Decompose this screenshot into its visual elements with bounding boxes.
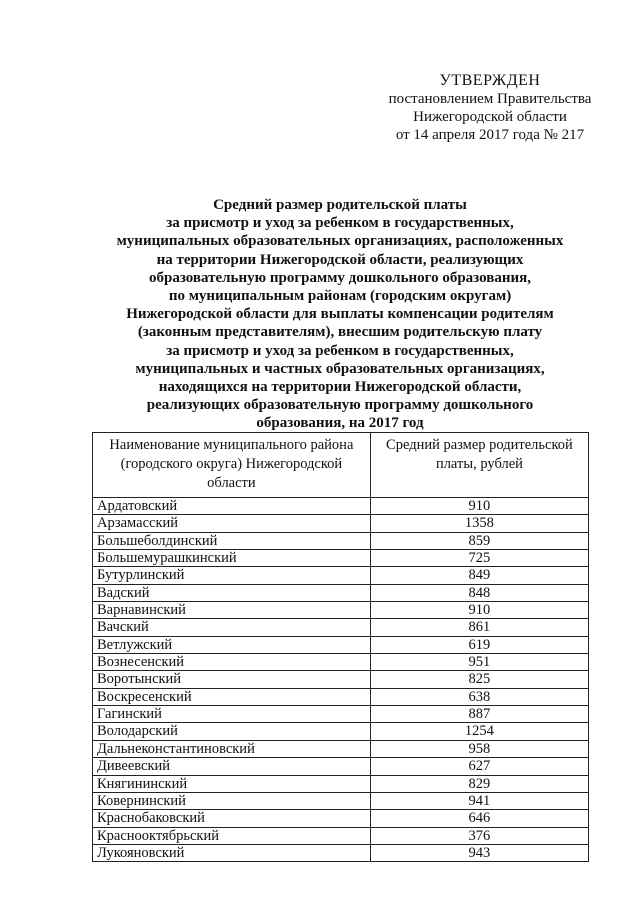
table-row [93, 515, 589, 532]
fee-value-cell: 848 [370, 584, 588, 601]
district-name-cell: Варнавинский [93, 602, 371, 619]
table-row [93, 827, 589, 844]
column-header-fee: Средний размер родительской платы, рублей [370, 433, 588, 498]
table-row [93, 740, 589, 757]
table-row [93, 654, 589, 671]
table-row [93, 602, 589, 619]
table-row [93, 775, 589, 792]
district-name-cell: Краснобаковский [93, 810, 371, 827]
approval-line-2: Нижегородской области [413, 109, 567, 125]
title-line: муниципальных образовательных организациях, расположенных [116, 233, 564, 250]
fee-value-cell: 849 [370, 567, 588, 584]
district-name-cell: Краснооктябрьский [93, 827, 371, 844]
district-name-cell: Бутурлинский [93, 567, 371, 584]
table-header-row [93, 433, 589, 498]
fee-value-cell: 910 [370, 602, 588, 619]
district-name-cell: Лукояновский [93, 844, 371, 861]
title-line: за присмотр и уход за ребенком в государственных, [166, 215, 514, 232]
district-name-cell: Ветлужский [93, 636, 371, 653]
fee-value-cell: 861 [370, 619, 588, 636]
fee-value-cell: 627 [370, 758, 588, 775]
table-row [93, 636, 589, 653]
district-name-cell: Арзамасский [93, 515, 371, 532]
approval-heading: УТВЕРЖДЕН [439, 72, 541, 89]
fee-value-cell: 887 [370, 706, 588, 723]
table-row [93, 498, 589, 515]
fee-value-cell: 376 [370, 827, 588, 844]
table-row [93, 723, 589, 740]
district-name-cell: Дивеевский [93, 758, 371, 775]
fee-table [92, 432, 589, 862]
fee-value-cell: 725 [370, 550, 588, 567]
approval-stamp [360, 72, 620, 144]
fee-value-cell: 1358 [370, 515, 588, 532]
district-name-cell: Вознесенский [93, 654, 371, 671]
table-row [93, 671, 589, 688]
district-name-cell: Воскресенский [93, 688, 371, 705]
table-row [93, 706, 589, 723]
title-line: Средний размер родительской платы [213, 197, 467, 213]
district-name-cell: Дальнеконстантиновский [93, 740, 371, 757]
district-name-cell: Ковернинский [93, 792, 371, 809]
district-name-cell: Ардатовский [93, 498, 371, 515]
district-name-cell: Володарский [93, 723, 371, 740]
title-line: образовательную программу дошкольного образования, [148, 269, 531, 286]
approval-line-3: от 14 апреля 2017 года № 217 [395, 127, 585, 143]
title-line: Нижегородской области для выплаты компенсации родителям [126, 306, 554, 323]
title-line: муниципальных и частных образовательных организациях, [135, 360, 545, 377]
fee-value-cell: 1254 [370, 723, 588, 740]
title-line: на территории Нижегородской области, реализующих [156, 251, 524, 268]
district-name-cell: Княгининский [93, 775, 371, 792]
table-row [93, 758, 589, 775]
table-row [93, 844, 589, 861]
title-line: (законным представителям), внесшим родительскую плату [137, 324, 543, 341]
title-line: за присмотр и уход за ребенком в государственных, [166, 342, 514, 359]
fee-value-cell: 941 [370, 792, 588, 809]
approval-line-1: постановлением Правительства [388, 91, 592, 107]
column-header-district: Наименование муниципального района (городского округа) Нижегородской области [93, 433, 371, 498]
district-name-cell: Воротынский [93, 671, 371, 688]
table-row [93, 810, 589, 827]
table-row [93, 550, 589, 567]
title-line: находящихся на территории Нижегородской области, [158, 379, 522, 396]
table-row [93, 619, 589, 636]
table-row [93, 567, 589, 584]
district-name-cell: Гагинский [93, 706, 371, 723]
fee-value-cell: 646 [370, 810, 588, 827]
document-title [90, 196, 590, 433]
fee-value-cell: 958 [370, 740, 588, 757]
fee-value-cell: 859 [370, 532, 588, 549]
title-line: реализующих образовательную программу дошкольного [146, 397, 534, 414]
table-row [93, 532, 589, 549]
fee-value-cell: 619 [370, 636, 588, 653]
table-row [93, 688, 589, 705]
district-name-cell: Большеболдинский [93, 532, 371, 549]
title-line: по муниципальным районам (городским округам) [168, 288, 512, 305]
district-name-cell: Большемурашкинский [93, 550, 371, 567]
table-row [93, 792, 589, 809]
table-row [93, 584, 589, 601]
fee-value-cell: 638 [370, 688, 588, 705]
fee-value-cell: 943 [370, 844, 588, 861]
table-body [93, 498, 589, 862]
fee-value-cell: 951 [370, 654, 588, 671]
fee-value-cell: 825 [370, 671, 588, 688]
fee-value-cell: 829 [370, 775, 588, 792]
title-line: образования, на 2017 год [256, 415, 424, 432]
district-name-cell: Вачский [93, 619, 371, 636]
district-name-cell: Вадский [93, 584, 371, 601]
fee-value-cell: 910 [370, 498, 588, 515]
